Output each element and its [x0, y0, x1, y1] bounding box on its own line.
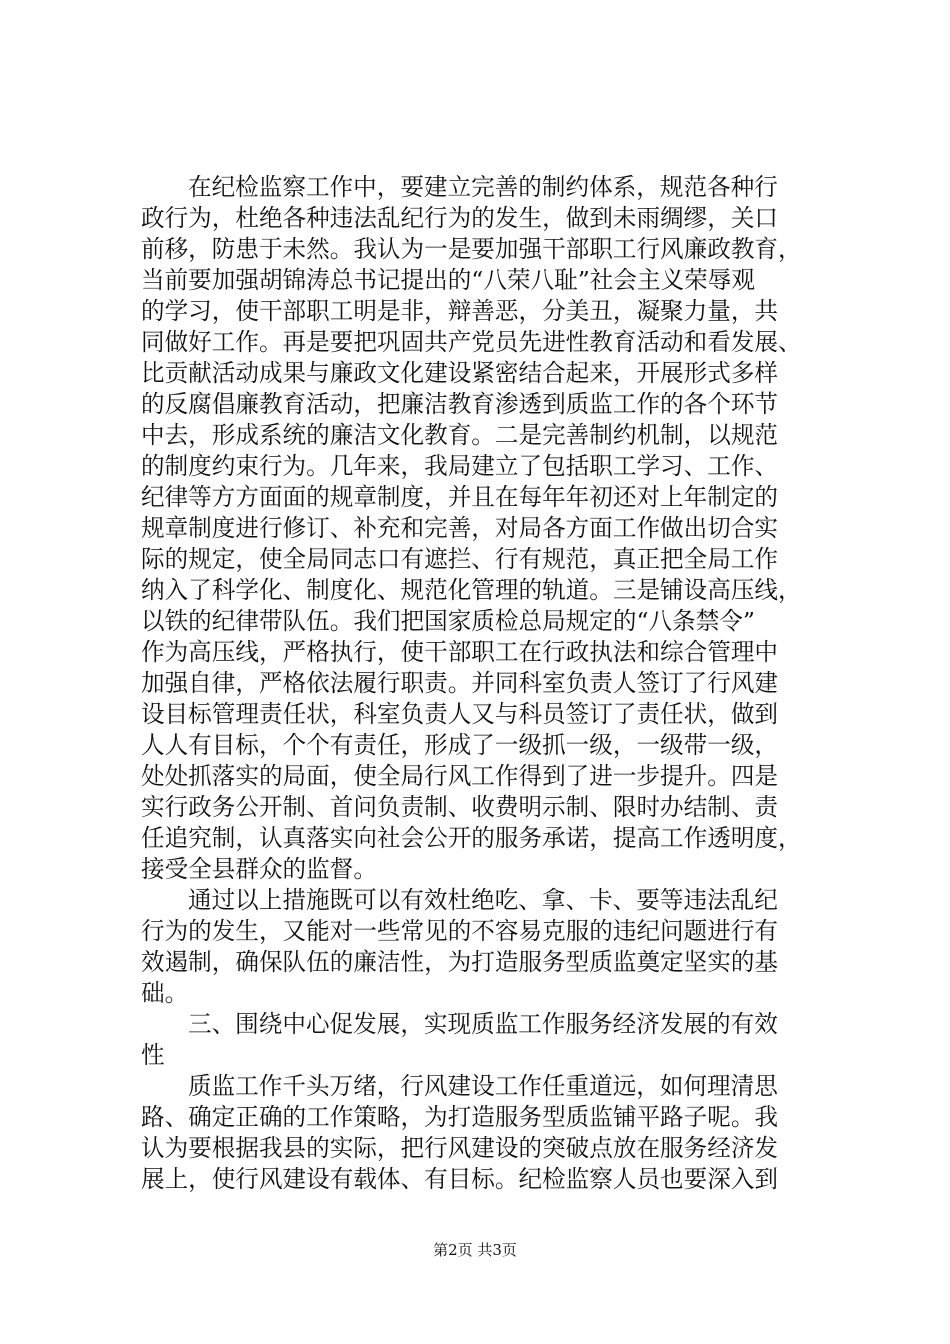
text-line: 规章制度进行修订、补充和完善，对局各方面工作做出切合实: [141, 514, 779, 542]
text-line: 行为的发生，又能对一些常见的不容易克服的违纪问题进行有: [141, 917, 779, 945]
text-line: 的反腐倡廉教育活动，把廉洁教育渗透到质监工作的各个环节: [141, 390, 779, 418]
text-line: 的学习，使干部职工明是非，辩善恶，分美丑，凝聚力量，共: [141, 297, 779, 325]
text-line: 实行政务公开制、首问负责制、收费明示制、限时办结制、责: [141, 793, 779, 821]
text-line: 接受全县群众的监督。: [141, 855, 377, 883]
text-line: 认为要根据我县的实际，把行风建设的突破点放在服务经济发: [141, 1134, 779, 1162]
text-line: 纳入了科学化、制度化、规范化管理的轨道。三是铺设高压线，: [141, 576, 802, 604]
text-line: 加强自律，严格依法履行职责。并同科室负责人签订了行风建: [141, 669, 779, 697]
text-line: 同做好工作。再是要把巩固共产党员先进性教育活动和看发展、: [141, 328, 802, 356]
text-line: 的制度约束行为。几年来，我局建立了包括职工学习、工作、: [141, 452, 779, 480]
text-line: 政行为，杜绝各种违法乱纪行为的发生，做到未雨绸缪，关口: [141, 204, 779, 232]
text-line: 通过以上措施既可以有效杜绝吃、拿、卡、要等违法乱纪: [188, 886, 778, 914]
text-line: 路、确定正确的工作策略，为打造服务型质监铺平路子呢。我: [141, 1103, 779, 1131]
text-line: 任追究制，认真落实向社会公开的服务承诺，提高工作透明度，: [141, 824, 802, 852]
text-line: 当前要加强胡锦涛总书记提出的“八荣八耻”社会主义荣辱观: [141, 266, 755, 294]
text-line: 以铁的纪律带队伍。我们把国家质检总局规定的“八条禁令”: [141, 607, 755, 635]
text-line: 纪律等方方面面的规章制度，并且在每年年初还对上年制定的: [141, 483, 779, 511]
text-line: 在纪检监察工作中，要建立完善的制约体系，规范各种行: [188, 173, 778, 201]
text-line: 效遏制，确保队伍的廉洁性，为打造服务型质监奠定坚实的基: [141, 948, 779, 976]
text-line: 三、围绕中心促发展，实现质监工作服务经济发展的有效: [188, 1010, 778, 1038]
text-line: 处处抓落实的局面，使全局行风工作得到了进一步提升。四是: [141, 762, 779, 790]
text-line: 展上，使行风建设有载体、有目标。纪检监察人员也要深入到: [141, 1165, 779, 1193]
text-line: 质监工作千头万绪，行风建设工作任重道远，如何理清思: [188, 1072, 778, 1100]
body-text: [141, 172, 831, 1195]
page-footer: 第2页 共3页: [433, 1241, 517, 1259]
text-line: 中去，形成系统的廉洁文化教育。二是完善制约机制，以规范: [141, 421, 779, 449]
text-line: 础。: [141, 979, 189, 1007]
text-line: 性: [141, 1041, 165, 1069]
text-line: 前移，防患于未然。我认为一是要加强干部职工行风廉政教育，: [141, 235, 802, 263]
text-line: 作为高压线，严格执行，使干部职工在行政执法和综合管理中: [141, 638, 779, 666]
text-line: 际的规定，使全局同志口有遮拦、行有规范，真正把全局工作: [141, 545, 779, 573]
text-line: 人人有目标，个个有责任，形成了一级抓一级，一级带一级，: [141, 731, 779, 759]
text-line: 比贡献活动成果与廉政文化建设紧密结合起来，开展形式多样: [141, 359, 779, 387]
text-line: 设目标管理责任状，科室负责人又与科员签订了责任状，做到: [141, 700, 779, 728]
